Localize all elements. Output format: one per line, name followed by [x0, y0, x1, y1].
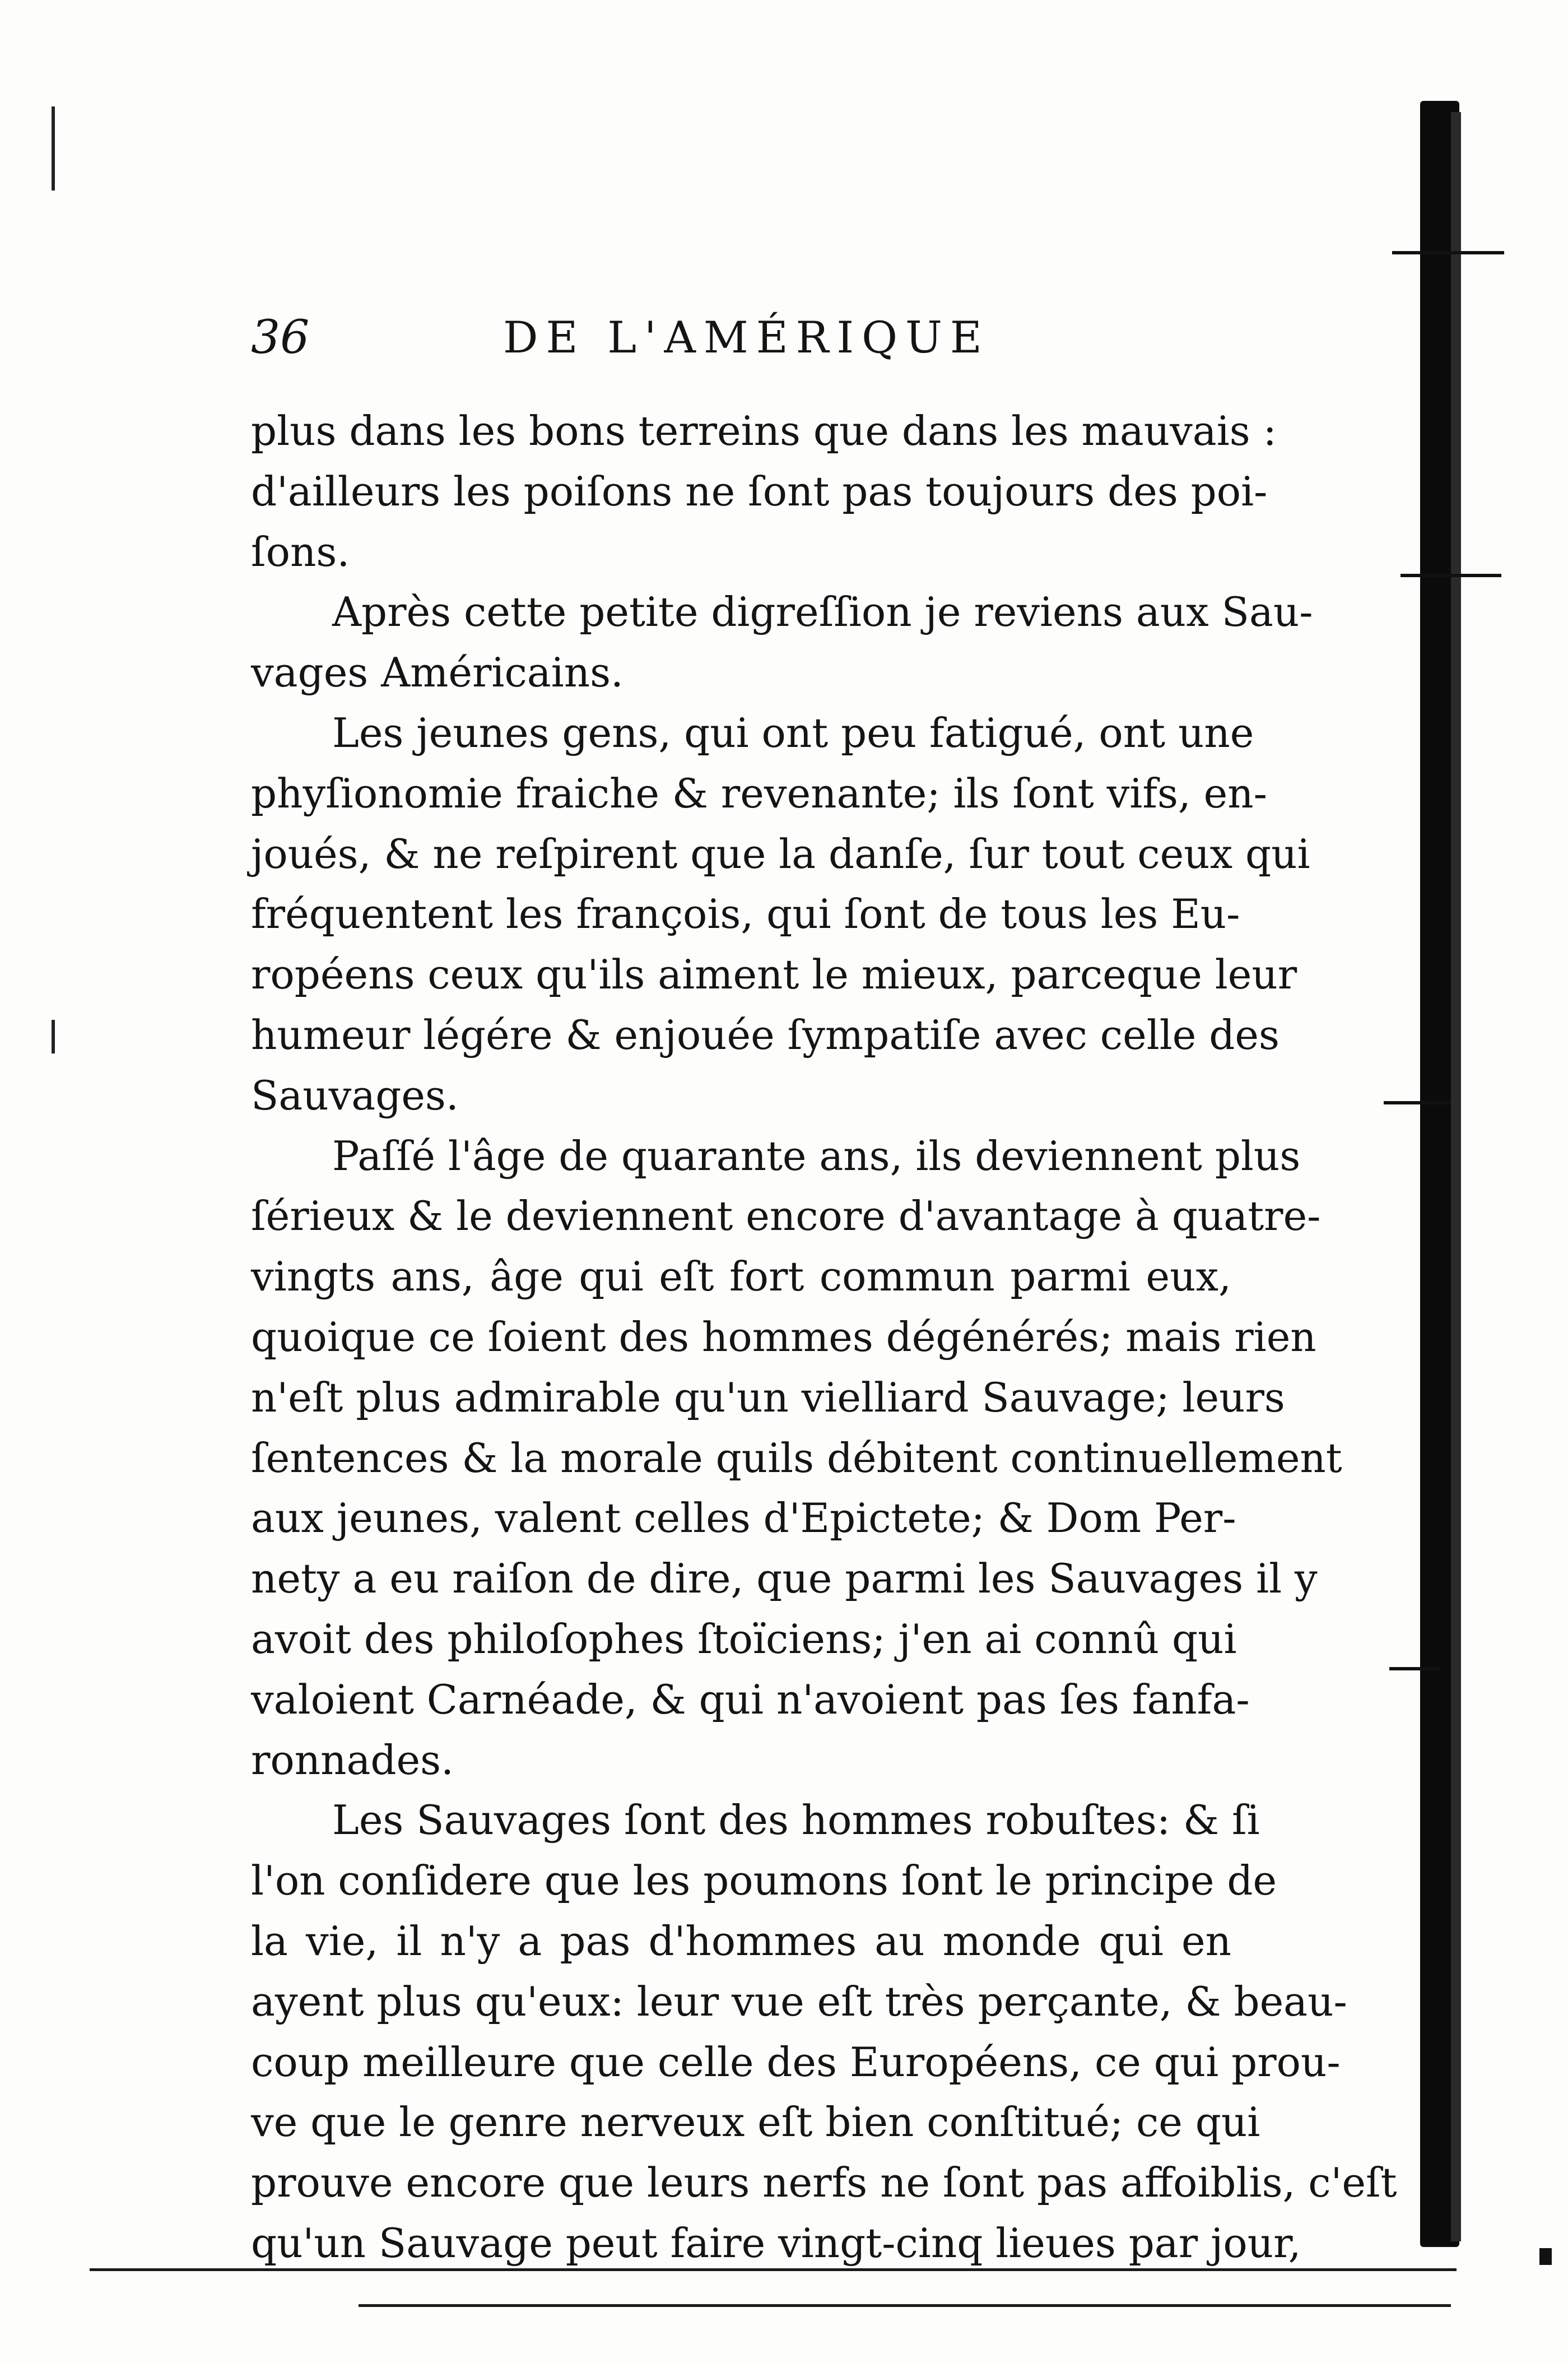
text-line: ve que le genre nerveux eſt bien conſtitué; ce qui [251, 2099, 1260, 2146]
text-line: l'on conſidere que les poumons ſont le principe de [251, 1857, 1277, 1905]
text-line: ſons. [251, 528, 350, 575]
scan-tick [1389, 1667, 1440, 1670]
text-line: joués, & ne reſpirent que la danſe, ſur tout ceux qui [251, 830, 1310, 878]
text-line: avoit des philoſophes ſtoïciens; j'en ai connû qui [251, 1615, 1237, 1663]
text-line: Paſſé l'âge de quarante ans, ils deviennent plus [332, 1132, 1301, 1180]
text-line: ropéens ceux qu'ils aiment le mieux, parceque leur [251, 951, 1297, 999]
text-line: ſérieux & le deviennent encore d'avantage à quatre- [251, 1192, 1321, 1240]
text-line: ronnades. [251, 1736, 454, 1784]
scan-bottom-line [359, 2304, 1451, 2307]
text-line: nety a eu raiſon de dire, que parmi les Sauvages il y [251, 1555, 1318, 1603]
text-line: qu'un Sauvage peut faire vingt-cinq lieues par jour, [251, 2219, 1301, 2267]
text-line: quoique ce ſoient des hommes dégénérés; mais rien [251, 1313, 1316, 1361]
text-line: vages Américains. [251, 649, 624, 697]
text-line: Après cette petite digreſſion je reviens aux Sau- [332, 588, 1313, 636]
scan-tick [1384, 1101, 1451, 1104]
text-line: coup meilleure que celle des Européens, ce qui prou- [251, 2038, 1341, 2086]
text-line: aux jeunes, valent celles d'Epictete; & Dom Per- [251, 1494, 1236, 1542]
text-line: Les jeunes gens, qui ont peu fatigué, ont une [332, 709, 1254, 756]
text-line: ayent plus qu'eux: leur vue eſt très perçante, & beau- [251, 1977, 1347, 2025]
text-line: fréquentent les françois, qui ſont de tous les Eu- [251, 890, 1240, 938]
running-title: DE L'AMÉRIQUE [503, 313, 990, 363]
text-line: d'ailleurs les poiſons ne ſont pas toujours des poi- [251, 467, 1268, 515]
text-line: phyſionomie fraiche & revenante; ils ſont vifs, en- [251, 769, 1267, 817]
text-line: valoient Carnéade, & qui n'avoient pas ſes fanfa- [251, 1675, 1250, 1723]
scan-tick [1401, 574, 1501, 577]
scan-left-mark [52, 106, 55, 191]
text-line: Sauvages. [251, 1071, 459, 1119]
text-line: plus dans les bons terreins que dans les mauvais : [251, 407, 1277, 454]
text-line: n'eſt plus admirable qu'un vielliard Sauvage; leurs [251, 1373, 1285, 1421]
scan-dot [1539, 2248, 1552, 2265]
page-number: 36 [251, 311, 310, 364]
text-line: ſentences & la morale quils débitent continuellement [251, 1434, 1342, 1482]
body-text [251, 401, 1397, 2274]
scan-left-mark [52, 1020, 55, 1053]
text-line: prouve encore que leurs nerfs ne ſont pas affoiblis, c'eſt [251, 2159, 1397, 2207]
text-line: vingts ans, âge qui eſt fort commun parmi eux, [251, 1253, 1231, 1301]
text-line: la vie, il n'y a pas d'hommes au monde qui en [251, 1917, 1231, 1965]
text-line: Les Sauvages ſont des hommes robuſtes: & ſi [332, 1796, 1260, 1844]
running-header [251, 307, 1248, 369]
scan-shadow-edge [1451, 112, 1461, 2241]
scan-tick [1392, 251, 1504, 254]
text-line: humeur légére & enjouée ſympatiſe avec celle des [251, 1011, 1279, 1059]
